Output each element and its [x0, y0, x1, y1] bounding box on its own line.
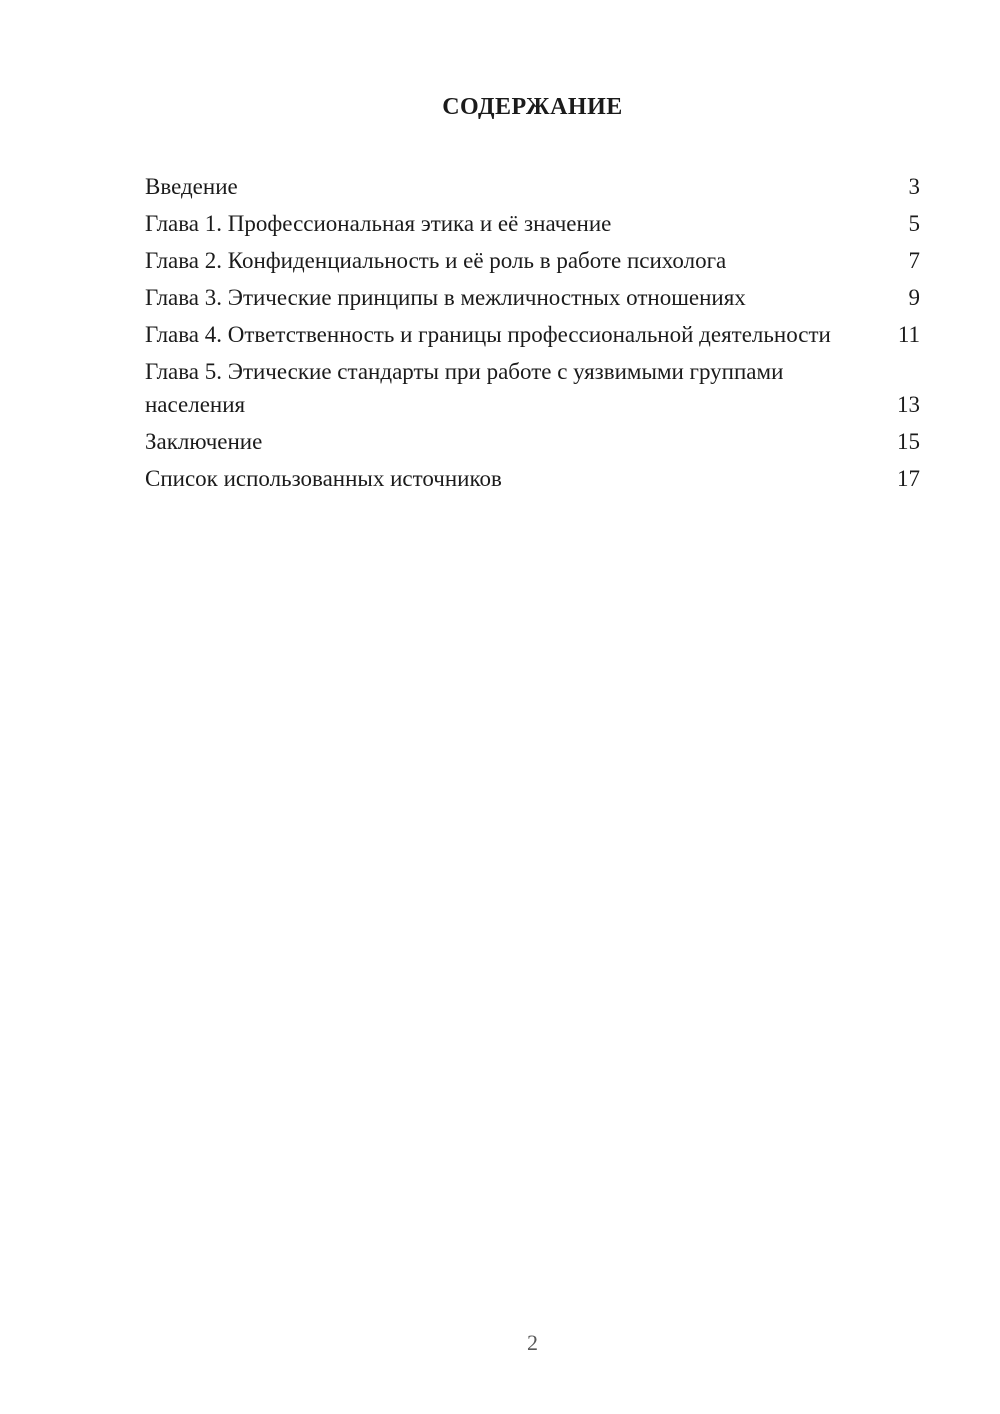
- toc-entry-page: 15: [897, 429, 920, 454]
- toc-entry-label: Глава 5. Этические стандарты при работе с уязвимыми группами населения: [145, 359, 784, 417]
- toc-entry: [145, 244, 920, 277]
- toc-entry: [145, 318, 920, 351]
- toc-entry: [145, 462, 920, 495]
- toc-entry-page: 7: [908, 248, 920, 273]
- toc-entry: [145, 207, 920, 240]
- toc-entry-label: Глава 2. Конфиденциальность и её роль в работе психолога: [145, 248, 727, 273]
- toc-entry-label: Глава 4. Ответственность и границы профессиональной деятельности: [145, 322, 831, 347]
- toc-entry-label: Глава 1. Профессиональная этика и её значение: [145, 211, 612, 236]
- toc-entry-page: 9: [908, 285, 920, 310]
- toc-entry-page: 5: [908, 211, 920, 236]
- toc-entry: [145, 281, 920, 314]
- toc-entry: [145, 425, 920, 458]
- toc-entry-label: Заключение: [145, 429, 263, 454]
- page-content: [145, 92, 920, 499]
- toc-entry: [145, 170, 920, 203]
- page-number: 2: [527, 1330, 538, 1355]
- toc-entry-page: 17: [897, 466, 920, 491]
- toc-entry-page: 3: [908, 174, 920, 199]
- toc-entry: [145, 355, 920, 421]
- toc-entry-page: 11: [897, 322, 920, 347]
- table-of-contents: [145, 170, 920, 495]
- toc-entry-label: Введение: [145, 174, 238, 199]
- toc-entry-label: Глава 3. Этические принципы в межличностных отношениях: [145, 285, 746, 310]
- toc-entry-label: Список использованных источников: [145, 466, 502, 491]
- page-title: СОДЕРЖАНИЕ: [442, 94, 623, 120]
- toc-entry-page: 13: [897, 392, 920, 417]
